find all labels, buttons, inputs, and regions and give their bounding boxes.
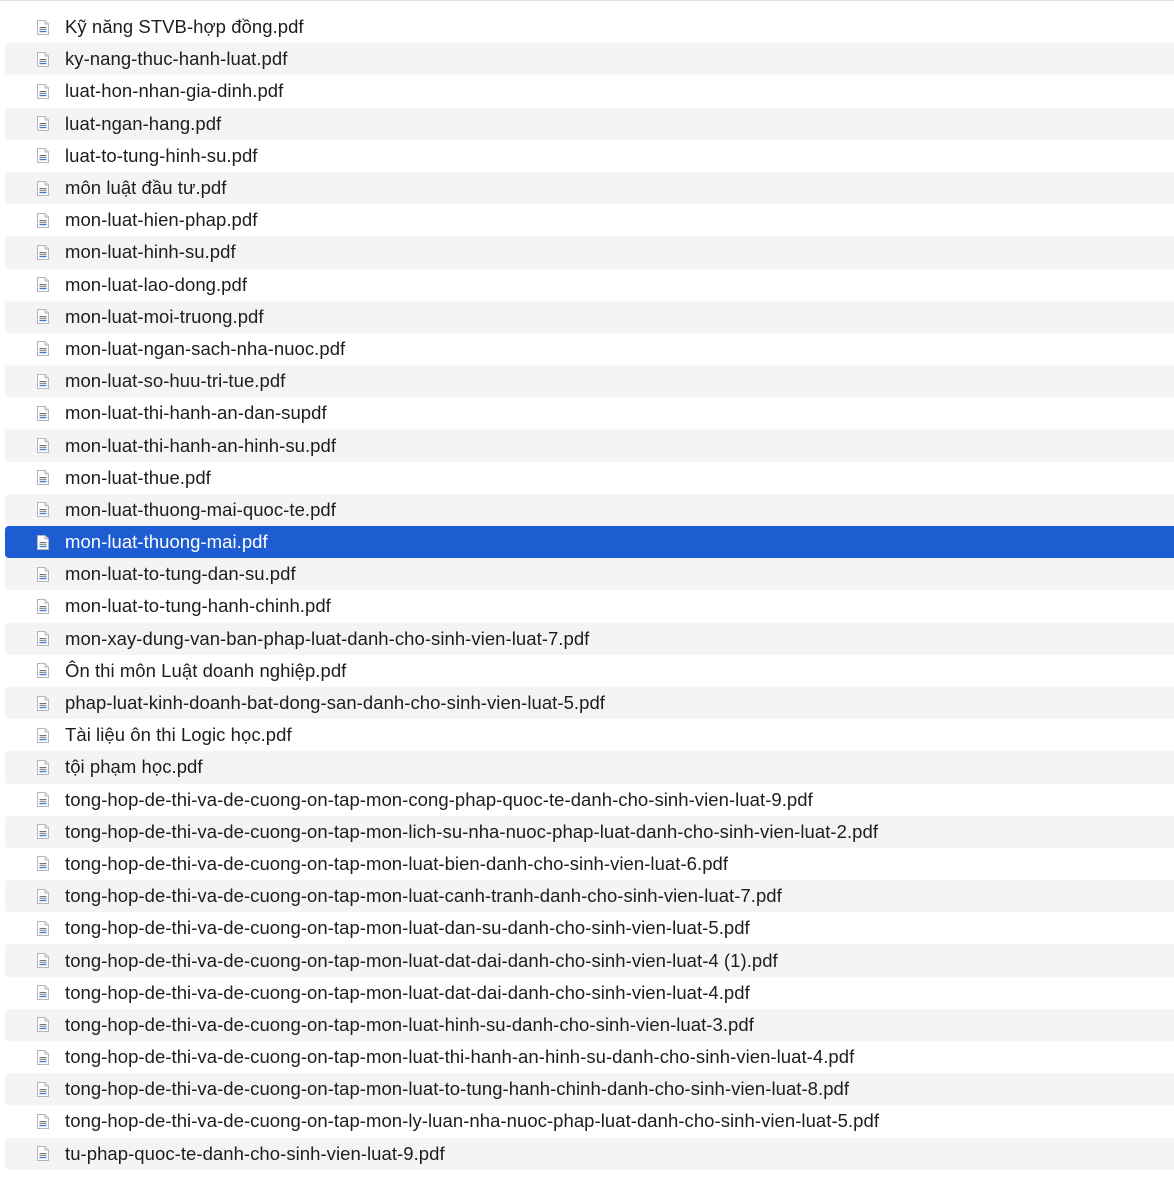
pdf-document-icon [37,116,49,131]
file-row[interactable] [5,784,1174,816]
file-row[interactable] [5,204,1174,236]
file-name: tong-hop-de-thi-va-de-cuong-on-tap-mon-cong-phap-quoc-te-danh-cho-sinh-vien-luat-9.pdf [65,788,813,810]
file-name: mon-luat-thuong-mai-quoc-te.pdf [65,498,336,520]
file-name: tong-hop-de-thi-va-de-cuong-on-tap-mon-luat-canh-tranh-danh-cho-sinh-vien-luat-7.pdf [65,885,782,907]
file-row[interactable] [5,75,1174,107]
file-row[interactable] [5,43,1174,75]
file-row[interactable] [5,494,1174,526]
file-name: phap-luat-kinh-doanh-bat-dong-san-danh-cho-sinh-vien-luat-5.pdf [65,692,605,714]
file-row[interactable] [5,848,1174,880]
file-row[interactable] [5,429,1174,461]
file-name: Kỹ năng STVB-hợp đồng.pdf [65,16,304,38]
pdf-document-icon [37,148,49,163]
file-row[interactable] [5,1073,1174,1105]
file-row[interactable] [5,1105,1174,1137]
file-row[interactable] [5,108,1174,140]
file-row[interactable] [5,751,1174,783]
file-list[interactable] [5,11,1174,1170]
file-row[interactable] [5,1009,1174,1041]
file-row[interactable] [5,880,1174,912]
file-name: tong-hop-de-thi-va-de-cuong-on-tap-mon-luat-dan-su-danh-cho-sinh-vien-luat-5.pdf [65,917,750,939]
pdf-document-icon [37,760,49,775]
pdf-document-icon [37,309,49,324]
file-name: mon-xay-dung-van-ban-phap-luat-danh-cho-sinh-vien-luat-7.pdf [65,627,590,649]
file-name: mon-luat-moi-truong.pdf [65,305,264,327]
pdf-document-icon [37,792,49,807]
file-name: mon-luat-lao-dong.pdf [65,273,248,295]
pdf-document-icon [37,502,49,517]
pdf-document-icon [37,889,49,904]
file-row[interactable] [5,719,1174,751]
pdf-document-icon [37,856,49,871]
file-row[interactable] [5,301,1174,333]
pdf-document-icon [37,213,49,228]
file-name: tong-hop-de-thi-va-de-cuong-on-tap-mon-luat-bien-danh-cho-sinh-vien-luat-6.pdf [65,852,729,874]
file-name: môn luật đầu tư.pdf [65,177,227,199]
file-row-selected[interactable] [5,526,1174,558]
file-name: tong-hop-de-thi-va-de-cuong-on-tap-mon-luat-to-tung-hanh-chinh-danh-cho-sinh-vien-luat-8.pdf [65,1078,850,1100]
file-name: luat-to-tung-hinh-su.pdf [65,144,258,166]
file-row[interactable] [5,140,1174,172]
pdf-document-icon [37,921,49,936]
file-row[interactable] [5,944,1174,976]
file-row[interactable] [5,623,1174,655]
file-name: mon-luat-thi-hanh-an-dan-supdf [65,402,327,424]
file-name: tu-phap-quoc-te-danh-cho-sinh-vien-luat-9.pdf [65,1142,445,1164]
file-row[interactable] [5,11,1174,43]
pdf-document-icon [37,406,49,421]
file-name: tong-hop-de-thi-va-de-cuong-on-tap-mon-lich-su-nha-nuoc-phap-luat-danh-cho-sinh-vien-luat-2.pdf [65,820,879,842]
pdf-document-icon [37,374,49,389]
file-name: luat-ngan-hang.pdf [65,112,222,134]
file-name: mon-luat-hinh-su.pdf [65,241,236,263]
pdf-document-icon [37,20,49,35]
file-row[interactable] [5,333,1174,365]
pdf-document-icon [37,277,49,292]
file-row[interactable] [5,558,1174,590]
file-row[interactable] [5,397,1174,429]
pdf-document-icon [37,438,49,453]
pdf-document-icon [37,245,49,260]
file-name: mon-luat-thi-hanh-an-hinh-su.pdf [65,434,337,456]
pdf-document-icon [37,985,49,1000]
file-name: Ôn thi môn Luật doanh nghiệp.pdf [65,659,347,681]
pdf-document-icon [37,728,49,743]
pdf-document-icon [37,535,49,550]
file-name: tong-hop-de-thi-va-de-cuong-on-tap-mon-luat-hinh-su-danh-cho-sinh-vien-luat-3.pdf [65,1013,754,1035]
file-name: luat-hon-nhan-gia-dinh.pdf [65,80,284,102]
file-name: tong-hop-de-thi-va-de-cuong-on-tap-mon-luat-dat-dai-danh-cho-sinh-vien-luat-4 (1).pdf [65,949,778,971]
file-row[interactable] [5,269,1174,301]
pdf-document-icon [37,1017,49,1032]
pdf-document-icon [37,953,49,968]
pdf-document-icon [37,1082,49,1097]
pdf-document-icon [37,631,49,646]
file-name: mon-luat-to-tung-hanh-chinh.pdf [65,595,331,617]
pdf-document-icon [37,567,49,582]
file-row[interactable] [5,1138,1174,1170]
file-name: mon-luat-thue.pdf [65,466,211,488]
file-row[interactable] [5,462,1174,494]
file-name: mon-luat-hien-phap.pdf [65,209,258,231]
file-name: mon-luat-ngan-sach-nha-nuoc.pdf [65,337,346,359]
file-row[interactable] [5,365,1174,397]
file-name: mon-luat-to-tung-dan-su.pdf [65,563,296,585]
file-row[interactable] [5,236,1174,268]
pdf-document-icon [37,470,49,485]
pdf-document-icon [37,84,49,99]
pdf-document-icon [37,181,49,196]
file-name: tội phạm học.pdf [65,756,203,778]
file-row[interactable] [5,912,1174,944]
file-name: tong-hop-de-thi-va-de-cuong-on-tap-mon-luat-thi-hanh-an-hinh-su-danh-cho-sinh-vien-luat-4.pdf [65,1046,855,1068]
pdf-document-icon [37,696,49,711]
file-row[interactable] [5,655,1174,687]
file-row[interactable] [5,590,1174,622]
file-row[interactable] [5,977,1174,1009]
pdf-document-icon [37,341,49,356]
top-divider [0,0,1174,1]
pdf-document-icon [37,1146,49,1161]
pdf-document-icon [37,824,49,839]
file-row[interactable] [5,687,1174,719]
file-name: tong-hop-de-thi-va-de-cuong-on-tap-mon-luat-dat-dai-danh-cho-sinh-vien-luat-4.pdf [65,981,750,1003]
file-name: ky-nang-thuc-hanh-luat.pdf [65,48,288,70]
pdf-document-icon [37,52,49,67]
file-row[interactable] [5,816,1174,848]
file-name: mon-luat-thuong-mai.pdf [65,531,268,553]
file-name: tong-hop-de-thi-va-de-cuong-on-tap-mon-ly-luan-nha-nuoc-phap-luat-danh-cho-sinh-vien-luat-5.pdf [65,1110,880,1132]
file-name: mon-luat-so-huu-tri-tue.pdf [65,370,286,392]
pdf-document-icon [37,663,49,678]
pdf-document-icon [37,1114,49,1129]
pdf-document-icon [37,599,49,614]
file-name: Tài liệu ôn thi Logic học.pdf [65,724,292,746]
pdf-document-icon [37,1050,49,1065]
file-row[interactable] [5,1041,1174,1073]
file-row[interactable] [5,172,1174,204]
